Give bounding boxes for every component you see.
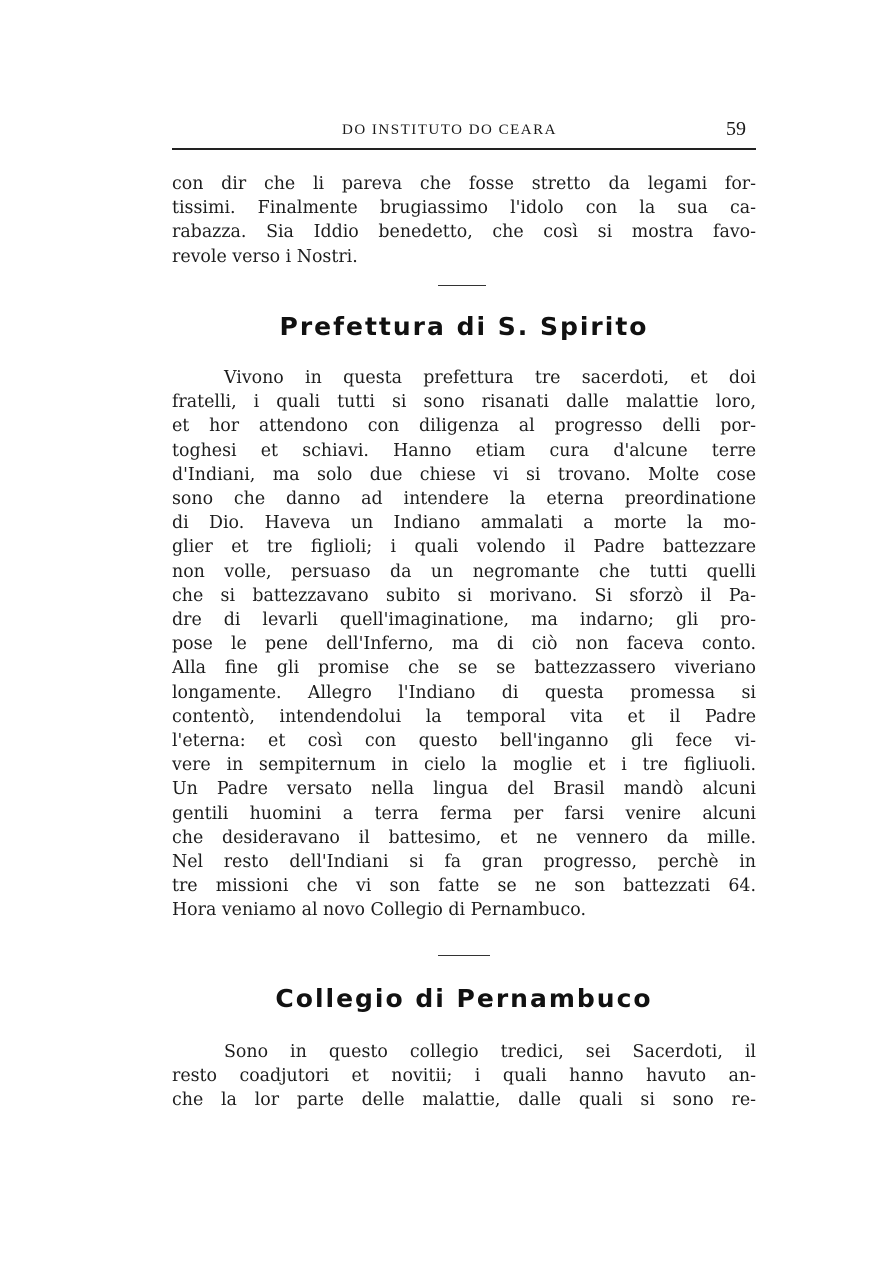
text-line: Un Padre versato nella lingua del Brasil mandò alcuni: [172, 779, 756, 800]
paragraph-collegio: [172, 1040, 756, 1113]
text-line: rabazza. Sia Iddio benedetto, che così si mostra favo-: [172, 222, 756, 243]
text-line: gentili huomini a terra ferma per farsi venire alcuni: [172, 803, 756, 824]
page-number: 59: [726, 118, 746, 140]
text-line: Vivono in questa prefettura tre sacerdoti, et doi: [224, 368, 756, 388]
text-line: Nel resto dell'Indiani si fa gran progresso, perchè in: [172, 852, 756, 873]
text-line: revole verso i Nostri.: [172, 246, 358, 267]
running-title: DO INSTITUTO DO CEARA: [342, 122, 557, 138]
section-heading-pernambuco: Collegio di Pernambuco: [275, 984, 653, 1013]
text-line: toghesi et schiavi. Hanno etiam cura d'alcune terre: [172, 440, 756, 461]
text-line: resto coadjutori et novitii; i quali hanno havuto an-: [172, 1066, 756, 1087]
text-line: Alla fine gli promise che se se battezzassero viveriano: [172, 658, 756, 679]
text-line: pose le pene dell'Inferno, ma di ciò non faceva conto.: [172, 634, 756, 655]
section-divider: [438, 285, 486, 286]
text-line: sono che danno ad intendere la eterna preordinatione: [172, 489, 756, 510]
running-header: [172, 118, 756, 148]
text-line: che si battezzavano subito si morivano. Si sforzò il Pa-: [172, 585, 756, 606]
text-line: che la lor parte delle malattie, dalle quali si sono re-: [172, 1090, 756, 1111]
section-heading-santo-spirito: Prefettura di S. Spirito: [279, 312, 649, 341]
text-line: che desideravano il battesimo, et ne vennero da mille.: [172, 827, 756, 848]
text-line: di Dio. Haveva un Indiano ammalati a morte la mo-: [172, 513, 756, 534]
text-line: tissimi. Finalmente brugiassimo l'idolo con la sua ca-: [172, 198, 756, 219]
paragraph-prefettura: [172, 366, 756, 923]
text-line: longamente. Allegro l'Indiano di questa promessa si: [172, 682, 756, 703]
text-line: fratelli, i quali tutti si sono risanati dalle malattie loro,: [172, 392, 756, 413]
header-rule: [172, 148, 756, 150]
text-line: non volle, persuaso da un negromante che tutti quelli: [172, 561, 756, 582]
text-line: Sono in questo collegio tredici, sei Sacerdoti, il: [224, 1042, 756, 1062]
text-line: tre missioni che vi son fatte se ne son battezzati 64.: [172, 876, 756, 897]
text-line: con dir che li pareva che fosse stretto da legami for-: [172, 174, 756, 194]
text-line: l'eterna: et così con questo bell'inganno gli fece vi-: [172, 731, 756, 752]
text-line: vere in sempiternum in cielo la moglie et i tre figliuoli.: [172, 755, 756, 776]
section-divider: [438, 955, 490, 956]
text-line: et hor attendono con diligenza al progresso delli por-: [172, 416, 756, 437]
text-line: dre di levarli quell'imaginatione, ma indarno; gli pro-: [172, 610, 756, 631]
text-line: d'Indiani, ma solo due chiese vi si trovano. Molte cose: [172, 464, 756, 485]
paragraph-continuation: [172, 172, 756, 269]
text-line: Hora veniamo al novo Collegio di Pernambuco.: [172, 900, 586, 921]
text-line: glier et tre figlioli; i quali volendo il Padre battezzare: [172, 537, 756, 558]
text-line: contentò, intendendolui la temporal vita et il Padre: [172, 706, 756, 727]
